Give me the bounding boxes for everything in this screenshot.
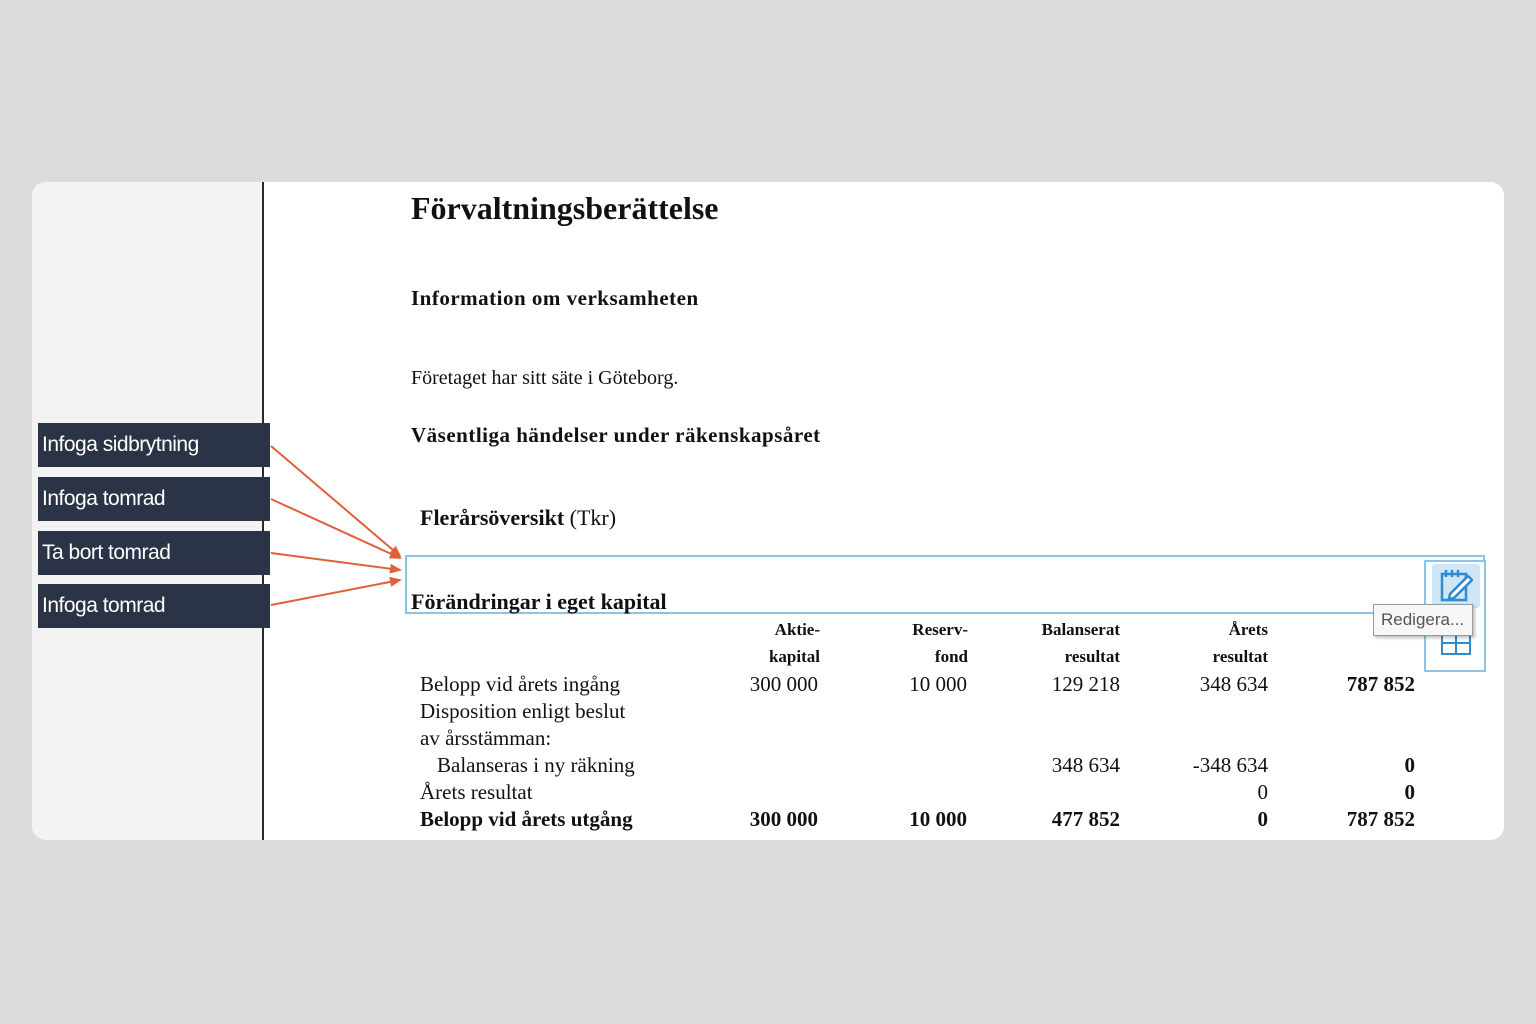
col-header-1-line1: Aktie- bbox=[774, 620, 820, 639]
menu-insert-blank-row-after[interactable]: Infoga tomrad bbox=[38, 584, 270, 628]
info-heading: Information om verksamheten bbox=[411, 286, 699, 310]
cell: -348 634 bbox=[1192, 753, 1268, 777]
menu-insert-blank-row[interactable]: Infoga tomrad bbox=[38, 477, 270, 521]
menu-remove-blank-row[interactable]: Ta bort tomrad bbox=[38, 531, 270, 575]
cell: 348 634 bbox=[1199, 672, 1268, 696]
document-title: Förvaltningsberättelse bbox=[411, 190, 719, 226]
arrow-2 bbox=[271, 499, 400, 558]
cell: 300 000 bbox=[749, 807, 818, 831]
row-label: Balanseras i ny räkning bbox=[437, 753, 635, 777]
cell-total: 0 bbox=[1404, 753, 1415, 777]
row-label: Årets resultat bbox=[420, 780, 533, 804]
cell: 348 634 bbox=[1051, 753, 1120, 777]
cell-total: 787 852 bbox=[1346, 672, 1415, 696]
arrow-1 bbox=[271, 446, 400, 556]
info-text: Företaget har sitt säte i Göteborg. bbox=[411, 367, 679, 389]
cell: 10 000 bbox=[909, 672, 967, 696]
cell: 10 000 bbox=[909, 807, 967, 831]
edit-tooltip: Redigera... bbox=[1373, 604, 1473, 636]
menu-insert-page-break[interactable]: Infoga sidbrytning bbox=[38, 423, 270, 467]
arrow-3 bbox=[271, 553, 400, 570]
row-label: Belopp vid årets ingång bbox=[420, 672, 621, 696]
cell: 0 bbox=[1257, 807, 1268, 831]
col-header-4-line2: resultat bbox=[1212, 647, 1268, 666]
col-header-2-line1: Reserv- bbox=[912, 620, 968, 639]
cell: 300 000 bbox=[749, 672, 818, 696]
col-header-3-line2: resultat bbox=[1064, 647, 1120, 666]
col-header-1-line2: kapital bbox=[768, 647, 820, 666]
row-label: av årsstämman: bbox=[420, 726, 552, 750]
col-header-4-line1: Årets bbox=[1228, 620, 1268, 639]
overview-heading-label: Flerårsöversikt bbox=[420, 505, 565, 530]
cell: 129 218 bbox=[1051, 672, 1120, 696]
cell: 477 852 bbox=[1051, 807, 1120, 831]
events-heading: Väsentliga händelser under räkenskapsåret bbox=[411, 423, 821, 447]
row-label: Disposition enligt beslut bbox=[420, 699, 626, 723]
cell: 0 bbox=[1257, 780, 1268, 804]
cell-total: 0 bbox=[1404, 780, 1415, 804]
col-header-3-line1: Balanserat bbox=[1041, 620, 1120, 639]
overview-heading-unit: (Tkr) bbox=[569, 505, 617, 530]
arrow-4 bbox=[271, 580, 400, 605]
cell-total: 787 852 bbox=[1346, 807, 1415, 831]
equity-heading[interactable]: Förändringar i eget kapital bbox=[411, 589, 667, 614]
row-label: Belopp vid årets utgång bbox=[420, 807, 633, 831]
col-header-2-line2: fond bbox=[934, 647, 968, 666]
